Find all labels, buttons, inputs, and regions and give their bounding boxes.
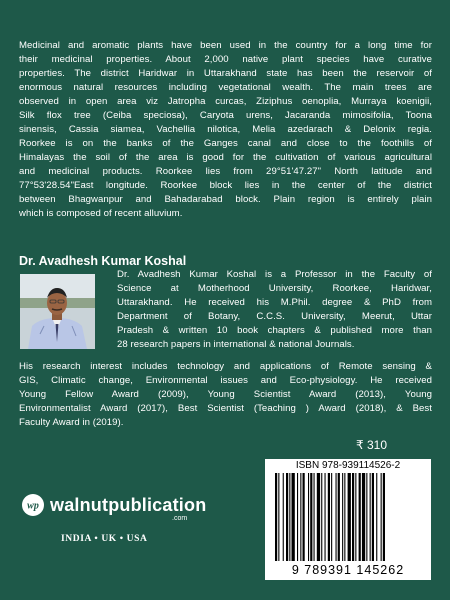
description-line: which is composed of recent alluvium. bbox=[19, 208, 183, 219]
barcode-bar bbox=[321, 473, 322, 561]
description-line: sinensis, Cassia siamea, Vachellia nilotica, Melia azedarach & Delonix regia. bbox=[19, 124, 432, 135]
author-photo bbox=[20, 274, 95, 349]
barcode-bar bbox=[283, 473, 284, 561]
publisher-name: walnutpublication bbox=[50, 495, 207, 515]
barcode-bar bbox=[286, 473, 288, 561]
publisher-logo bbox=[22, 494, 206, 516]
barcode-bar bbox=[376, 473, 377, 561]
publisher-domain-suffix: .com bbox=[172, 515, 188, 522]
barcode-bar bbox=[331, 473, 332, 561]
barcode-bar bbox=[342, 473, 343, 561]
research-line: GIS, Climatic change, Environmental issues and Eco-physiology. He received bbox=[19, 375, 432, 386]
barcode-bar bbox=[383, 473, 385, 561]
research-line: His research interest includes technology and applications of Remote sensing & bbox=[19, 361, 432, 372]
barcode-bar bbox=[278, 473, 279, 561]
bio-line: Uttarakhand. He received his M.Phil. degree & PhD from bbox=[117, 297, 432, 308]
description-line: observed in open area viz Jatropha curcas, Ziziphus oenoplia, Murraya koenigii, bbox=[19, 96, 432, 107]
barcode-bar bbox=[314, 473, 315, 561]
barcode-bar bbox=[366, 473, 367, 561]
barcode-bar bbox=[344, 473, 345, 561]
publisher-locations: INDIA • UK • USA bbox=[61, 534, 148, 544]
barcode-bar bbox=[303, 473, 305, 561]
bio-line: Dr. Avadhesh Kumar Koshal is a Professor in the Faculty of bbox=[117, 269, 432, 280]
description-line: their medicinal properties. About 2,000 native plant species have curative bbox=[19, 54, 432, 65]
description-line: Silk flox tree (Ceiba speciosa), Caryota urens, Jacaranda mimosifolia, Toona bbox=[19, 110, 432, 121]
bio-line: 28 research papers in international & national Journals. bbox=[117, 339, 355, 350]
bio-line: Department of Botany, C.C.S. University, Meerut, Uttar bbox=[117, 311, 432, 322]
description-line: between Bhagwanpur and Bahadarabad block. Plain region is entirely plain bbox=[19, 194, 432, 205]
barcode-bar bbox=[292, 473, 295, 561]
logo-letters: wp bbox=[27, 500, 39, 512]
walnut-logo-icon bbox=[22, 494, 44, 516]
barcode-bar bbox=[355, 473, 356, 561]
isbn-label: ISBN 978-939114526-2 bbox=[295, 460, 401, 471]
isbn-barcode bbox=[265, 459, 431, 580]
research-line: Faculty Award in (2019). bbox=[19, 417, 124, 428]
barcode-bar bbox=[370, 473, 371, 561]
barcode-bar bbox=[338, 473, 340, 561]
barcode-bar bbox=[310, 473, 312, 561]
barcode-bar bbox=[372, 473, 374, 561]
barcode-bar bbox=[300, 473, 301, 561]
barcode-bar bbox=[362, 473, 365, 561]
barcode-bar bbox=[328, 473, 330, 561]
barcode-bar bbox=[289, 473, 290, 561]
price-label: ₹ 310 bbox=[356, 438, 387, 452]
bio-line: Pradesh & written 10 book chapters & published more than bbox=[117, 325, 432, 336]
barcode-bar bbox=[336, 473, 337, 561]
description-line: 77°53'28.54"East longitude. Roorkee block lies in the center of the district bbox=[19, 180, 432, 191]
description-line: and medicinal products. Roorkee lies from 29°51'47.27" North latitude and bbox=[19, 166, 432, 177]
barcode-bars bbox=[265, 459, 431, 580]
bio-line: Science at Motherhood University, Roorkee, Haridwar, bbox=[117, 283, 432, 294]
barcode-bar bbox=[348, 473, 351, 561]
description-paragraph bbox=[19, 39, 432, 221]
research-paragraph bbox=[19, 360, 432, 430]
description-line: enormous natural resources including vegetational wealth. The main trees are bbox=[19, 82, 432, 93]
isbn-digits: 9 789391 145262 bbox=[291, 563, 405, 577]
description-line: Roorkee is on the banks of the Ganges canal and close to the foothills of bbox=[19, 138, 432, 149]
description-line: Medicinal and aromatic plants have been used in the country for a long time for bbox=[19, 40, 432, 51]
barcode-bar bbox=[381, 473, 382, 561]
barcode-bar bbox=[352, 473, 354, 561]
description-line: properties. The district Haridwar in Uttarakhand state has been the reservoir of bbox=[19, 68, 432, 79]
barcode-bar bbox=[359, 473, 361, 561]
barcode-bar bbox=[275, 473, 277, 561]
barcode-bar bbox=[317, 473, 320, 561]
research-line: Environmentalist Award (2017), Best Scientist (Teaching ) Award (2018), & Best bbox=[19, 403, 432, 414]
author-name: Dr. Avadhesh Kumar Koshal bbox=[19, 254, 187, 268]
description-line: Himalayas the soil of the area is good for the cultivation of various agricultural bbox=[19, 152, 432, 163]
barcode-bar bbox=[325, 473, 326, 561]
barcode-bar bbox=[308, 473, 309, 561]
barcode-bar bbox=[297, 473, 298, 561]
research-line: Young Fellow Award (2009), Young Scientist Award (2013), Young bbox=[19, 389, 432, 400]
author-bio-paragraph bbox=[117, 268, 432, 352]
